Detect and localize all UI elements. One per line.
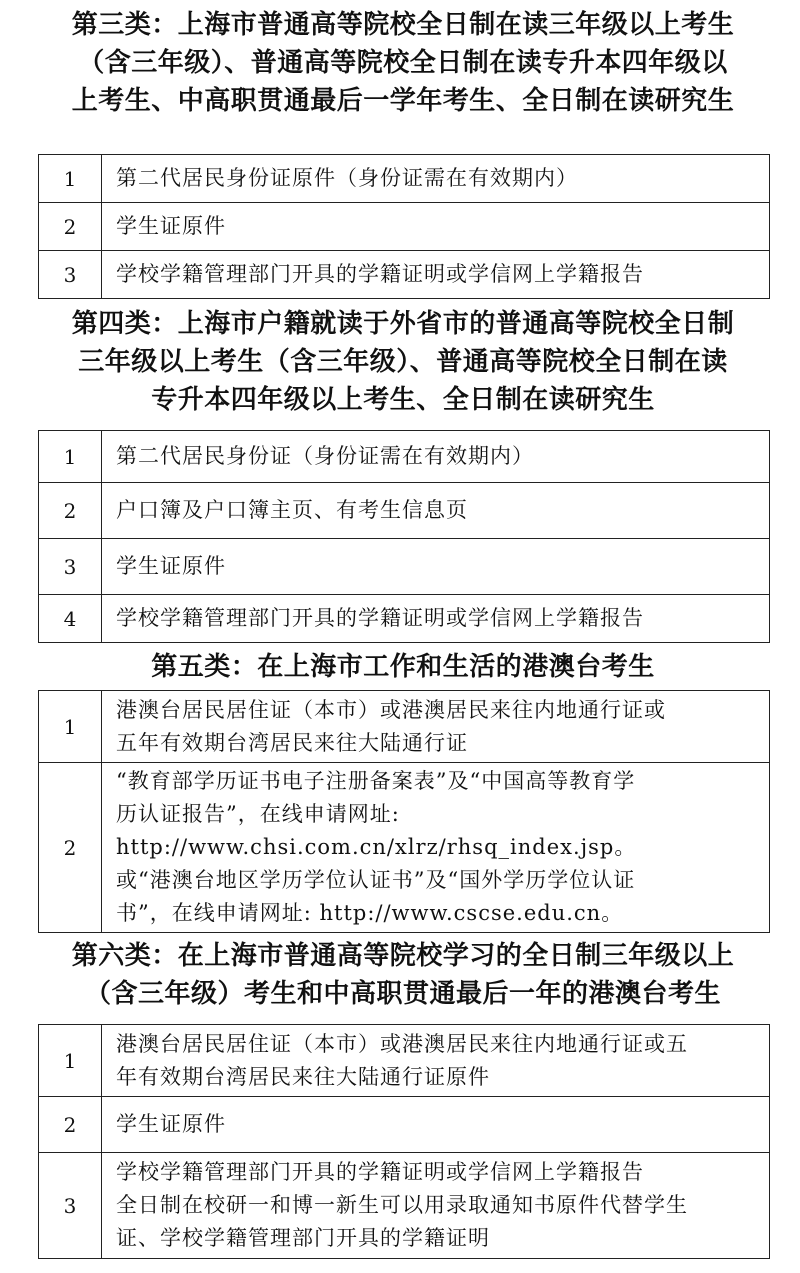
row-text-line: http://www.chsi.com.cn/xlrz/rhsq_index.jsp。 — [116, 835, 637, 859]
row-text — [102, 251, 770, 299]
heading-line: 上考生、中高职贯通最后一学年考生、全日制在读研究生 — [71, 86, 735, 116]
row-text-line: 学校学籍管理部门开具的学籍证明或学信网上学籍报告 — [116, 1160, 644, 1184]
row-text-line: “教育部学历证书电子注册备案表”及“中国高等教育学 — [116, 769, 636, 793]
row-text-line: 学校学籍管理部门开具的学籍证明或学信网上学籍报告 — [116, 262, 644, 286]
section-4-table — [38, 430, 770, 643]
row-number: 2 — [39, 483, 102, 539]
row-text-line: 学校学籍管理部门开具的学籍证明或学信网上学籍报告 — [116, 606, 644, 630]
row-text-line: 书”，在线申请网址: http://www.cscse.edu.cn。 — [116, 901, 624, 925]
heading-line: 专升本四年级以上考生、全日制在读研究生 — [151, 385, 655, 415]
table-row — [39, 595, 770, 643]
heading-line: （含三年级）、普通高等院校全日制在读专升本四年级以 — [78, 48, 728, 78]
table-row — [39, 203, 770, 251]
row-text-line: 第二代居民身份证原件（身份证需在有效期内） — [116, 166, 578, 190]
row-text — [102, 595, 770, 643]
section-3-heading — [28, 6, 778, 120]
row-text — [102, 539, 770, 595]
row-number: 1 — [39, 1025, 102, 1097]
row-number: 4 — [39, 595, 102, 643]
row-text-line: 学生证原件 — [116, 554, 226, 578]
section-6-heading — [28, 937, 778, 1013]
row-text-line: 或“港澳台地区学历学位认证书”及“国外学历学位认证 — [116, 868, 636, 892]
table-row — [39, 431, 770, 483]
row-text — [102, 691, 770, 763]
row-text-line: 学生证原件 — [116, 1112, 226, 1136]
row-text-line: 五年有效期台湾居民来往大陆通行证 — [116, 730, 468, 755]
section-6-table — [38, 1024, 770, 1259]
heading-line: 第三类：上海市普通高等院校全日制在读三年级以上考生 — [71, 10, 735, 40]
row-number: 1 — [39, 431, 102, 483]
row-text-line: 户口簿及户口簿主页、有考生信息页 — [116, 498, 468, 522]
row-number: 2 — [39, 203, 102, 251]
row-number: 3 — [39, 1153, 102, 1259]
row-text — [102, 431, 770, 483]
table-row — [39, 691, 770, 763]
row-text — [102, 483, 770, 539]
row-number: 3 — [39, 539, 102, 595]
row-text-line: 历认证报告”，在线申请网址: — [116, 802, 400, 826]
row-number: 1 — [39, 691, 102, 763]
row-text-line: 港澳台居民居住证（本市）或港澳居民来往内地通行证或五 — [116, 1031, 688, 1056]
section-4-heading — [28, 305, 778, 419]
heading-line: 第六类：在上海市普通高等院校学习的全日制三年级以上 — [71, 941, 735, 971]
table-row — [39, 155, 770, 203]
row-text-line: 学生证原件 — [116, 214, 226, 238]
section-3-table — [38, 154, 770, 299]
row-text-line: 第二代居民身份证（身份证需在有效期内） — [116, 444, 534, 468]
row-text — [102, 1153, 770, 1259]
section-5-table — [38, 690, 770, 933]
table-row — [39, 251, 770, 299]
table-row — [39, 1153, 770, 1259]
table-row — [39, 483, 770, 539]
row-text-line: 年有效期台湾居民来往大陆通行证原件 — [116, 1064, 490, 1089]
row-text — [102, 1025, 770, 1097]
table-row — [39, 763, 770, 933]
section-5-heading — [28, 648, 778, 686]
table-row — [39, 1097, 770, 1153]
row-text — [102, 203, 770, 251]
row-text — [102, 1097, 770, 1153]
heading-line: 第五类：在上海市工作和生活的港澳台考生 — [151, 652, 655, 682]
row-number: 3 — [39, 251, 102, 299]
heading-line: 第四类：上海市户籍就读于外省市的普通高等院校全日制 — [71, 309, 735, 339]
row-text — [102, 763, 770, 933]
row-number: 2 — [39, 763, 102, 933]
row-text-line: 港澳台居民居住证（本市）或港澳居民来往内地通行证或 — [116, 697, 666, 722]
row-number: 1 — [39, 155, 102, 203]
table-row — [39, 1025, 770, 1097]
row-number: 2 — [39, 1097, 102, 1153]
row-text — [102, 155, 770, 203]
heading-line: （含三年级）考生和中高职贯通最后一年的港澳台考生 — [84, 979, 721, 1009]
heading-line: 三年级以上考生（含三年级）、普通高等院校全日制在读 — [78, 347, 728, 377]
table-row — [39, 539, 770, 595]
row-text-line: 全日制在校研一和博一新生可以用录取通知书原件代替学生 — [116, 1193, 688, 1217]
row-text-line: 证、学校学籍管理部门开具的学籍证明 — [116, 1226, 490, 1250]
